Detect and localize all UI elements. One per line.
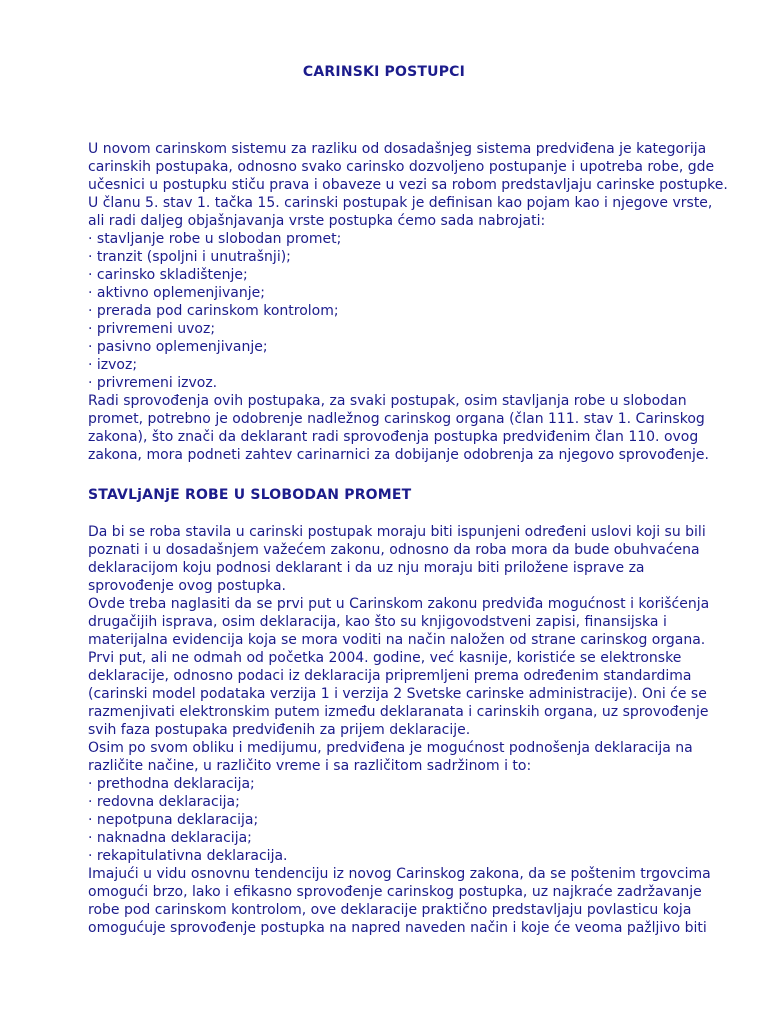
text-line: omogućuje sprovođenje postupka na napred naveden način i koje će veoma pažljivo biti (88, 920, 707, 936)
text-line: · prerada pod carinskom kontrolom; (88, 303, 339, 319)
text-line: ali radi daljeg objašnjavanja vrste postupka ćemo sada nabrojati: (88, 213, 546, 229)
text-line: Imajući u vidu osnovnu tendenciju iz novog Carinskog zakona, da se poštenim trgovcima (88, 866, 711, 882)
text-line: · naknadna deklaracija; (88, 830, 252, 846)
intro-section (88, 140, 728, 464)
text-line: omogući brzo, lako i efikasno sprovođenje carinskog postupka, uz najkraće zadržavanje (88, 884, 702, 900)
text-line: · redovna deklaracija; (88, 794, 240, 810)
text-line: · pasivno oplemenjivanje; (88, 339, 268, 355)
text-line: poznati i u dosadašnjem važećem zakonu, odnosno da roba mora da bude obuhvaćena (88, 542, 700, 558)
text-line: svih faza postupaka predviđenih za prijem deklaracije. (88, 722, 471, 738)
text-line: · tranzit (spoljni i unutrašnji); (88, 249, 291, 265)
text-line: Da bi se roba stavila u carinski postupak moraju biti ispunjeni određeni uslovi koji su bili (88, 524, 706, 540)
text-line: · privremeni uvoz; (88, 321, 216, 337)
text-line: · stavljanje robe u slobodan promet; (88, 231, 342, 247)
text-line: materijalna evidencija koja se mora voditi na način naložen od strane carinskog organa. (88, 632, 706, 648)
text-line: Radi sprovođenja ovih postupaka, za svaki postupak, osim stavljanja robe u slobodan (88, 393, 687, 409)
section-heading: STAVLjANjE ROBE U SLOBODAN PROMET (88, 487, 412, 503)
text-line: U novom carinskom sistemu za razliku od dosadašnjeg sistema predviđena je kategorija (88, 141, 707, 157)
text-line: Osim po svom obliku i medijumu, predviđena je mogućnost podnošenja deklaracija na (88, 740, 693, 756)
page-title: CARINSKI POSTUPCI (302, 64, 466, 80)
text-line: (carinski model podataka verzija 1 i verzija 2 Svetske carinske administracije). Oni će se (88, 686, 707, 702)
text-line: · prethodna deklaracija; (88, 776, 255, 792)
text-line: carinskih postupaka, odnosno svako carinsko dozvoljeno postupanje i upotreba robe, gde (88, 159, 715, 175)
text-line: zakona, mora podneti zahtev carinarnici za dobijanje odobrenja za njegovo sprovođenje. (88, 447, 709, 463)
text-line: robe pod carinskom kontrolom, ove deklaracije praktično predstavljaju povlasticu koja (88, 902, 692, 918)
text-line: promet, potrebno je odobrenje nadležnog carinskog organa (član 111. stav 1. Carinskog (88, 411, 705, 427)
text-line: deklaracije, odnosno podaci iz deklaracija pripremljeni prema određenim standardima (88, 668, 692, 684)
text-line: razmenjivati elektronskim putem između deklaranata i carinskih organa, uz sprovođenje (88, 704, 709, 720)
text-line: U članu 5. stav 1. tačka 15. carinski postupak je definisan kao pojam kao i njegove vrste, (88, 195, 713, 211)
text-line: učesnici u postupku stiču prava i obaveze u vezi sa robom predstavljaju carinske postupke. (88, 177, 728, 193)
text-line: drugačijih isprava, osim deklaracija, kao što su knjigovodstveni zapisi, finansijska i (88, 614, 667, 630)
text-line: · nepotpuna deklaracija; (88, 812, 259, 828)
text-line: · izvoz; (88, 357, 138, 373)
text-line: Prvi put, ali ne odmah od početka 2004. godine, već kasnije, koristiće se elektronske (88, 650, 682, 666)
text-line: Ovde treba naglasiti da se prvi put u Carinskom zakonu predviđa mogućnost i korišćenja (88, 596, 710, 612)
text-line: · privremeni izvoz. (88, 375, 218, 391)
text-line: različite načine, u različito vreme i sa različitom sadržinom i to: (88, 758, 532, 774)
text-line: deklaracijom koju podnosi deklarant i da uz nju moraju biti priložene isprave za (88, 560, 645, 576)
text-line: · carinsko skladištenje; (88, 267, 248, 283)
text-line: zakona), što znači da deklarant radi sprovođenja postupka predviđenim član 110. ovog (88, 429, 699, 445)
text-line: · rekapitulativna deklaracija. (88, 848, 288, 864)
text-line: · aktivno oplemenjivanje; (88, 285, 265, 301)
release-for-free-circulation-section (88, 523, 728, 937)
text-line: sprovođenje ovog postupka. (88, 578, 287, 594)
